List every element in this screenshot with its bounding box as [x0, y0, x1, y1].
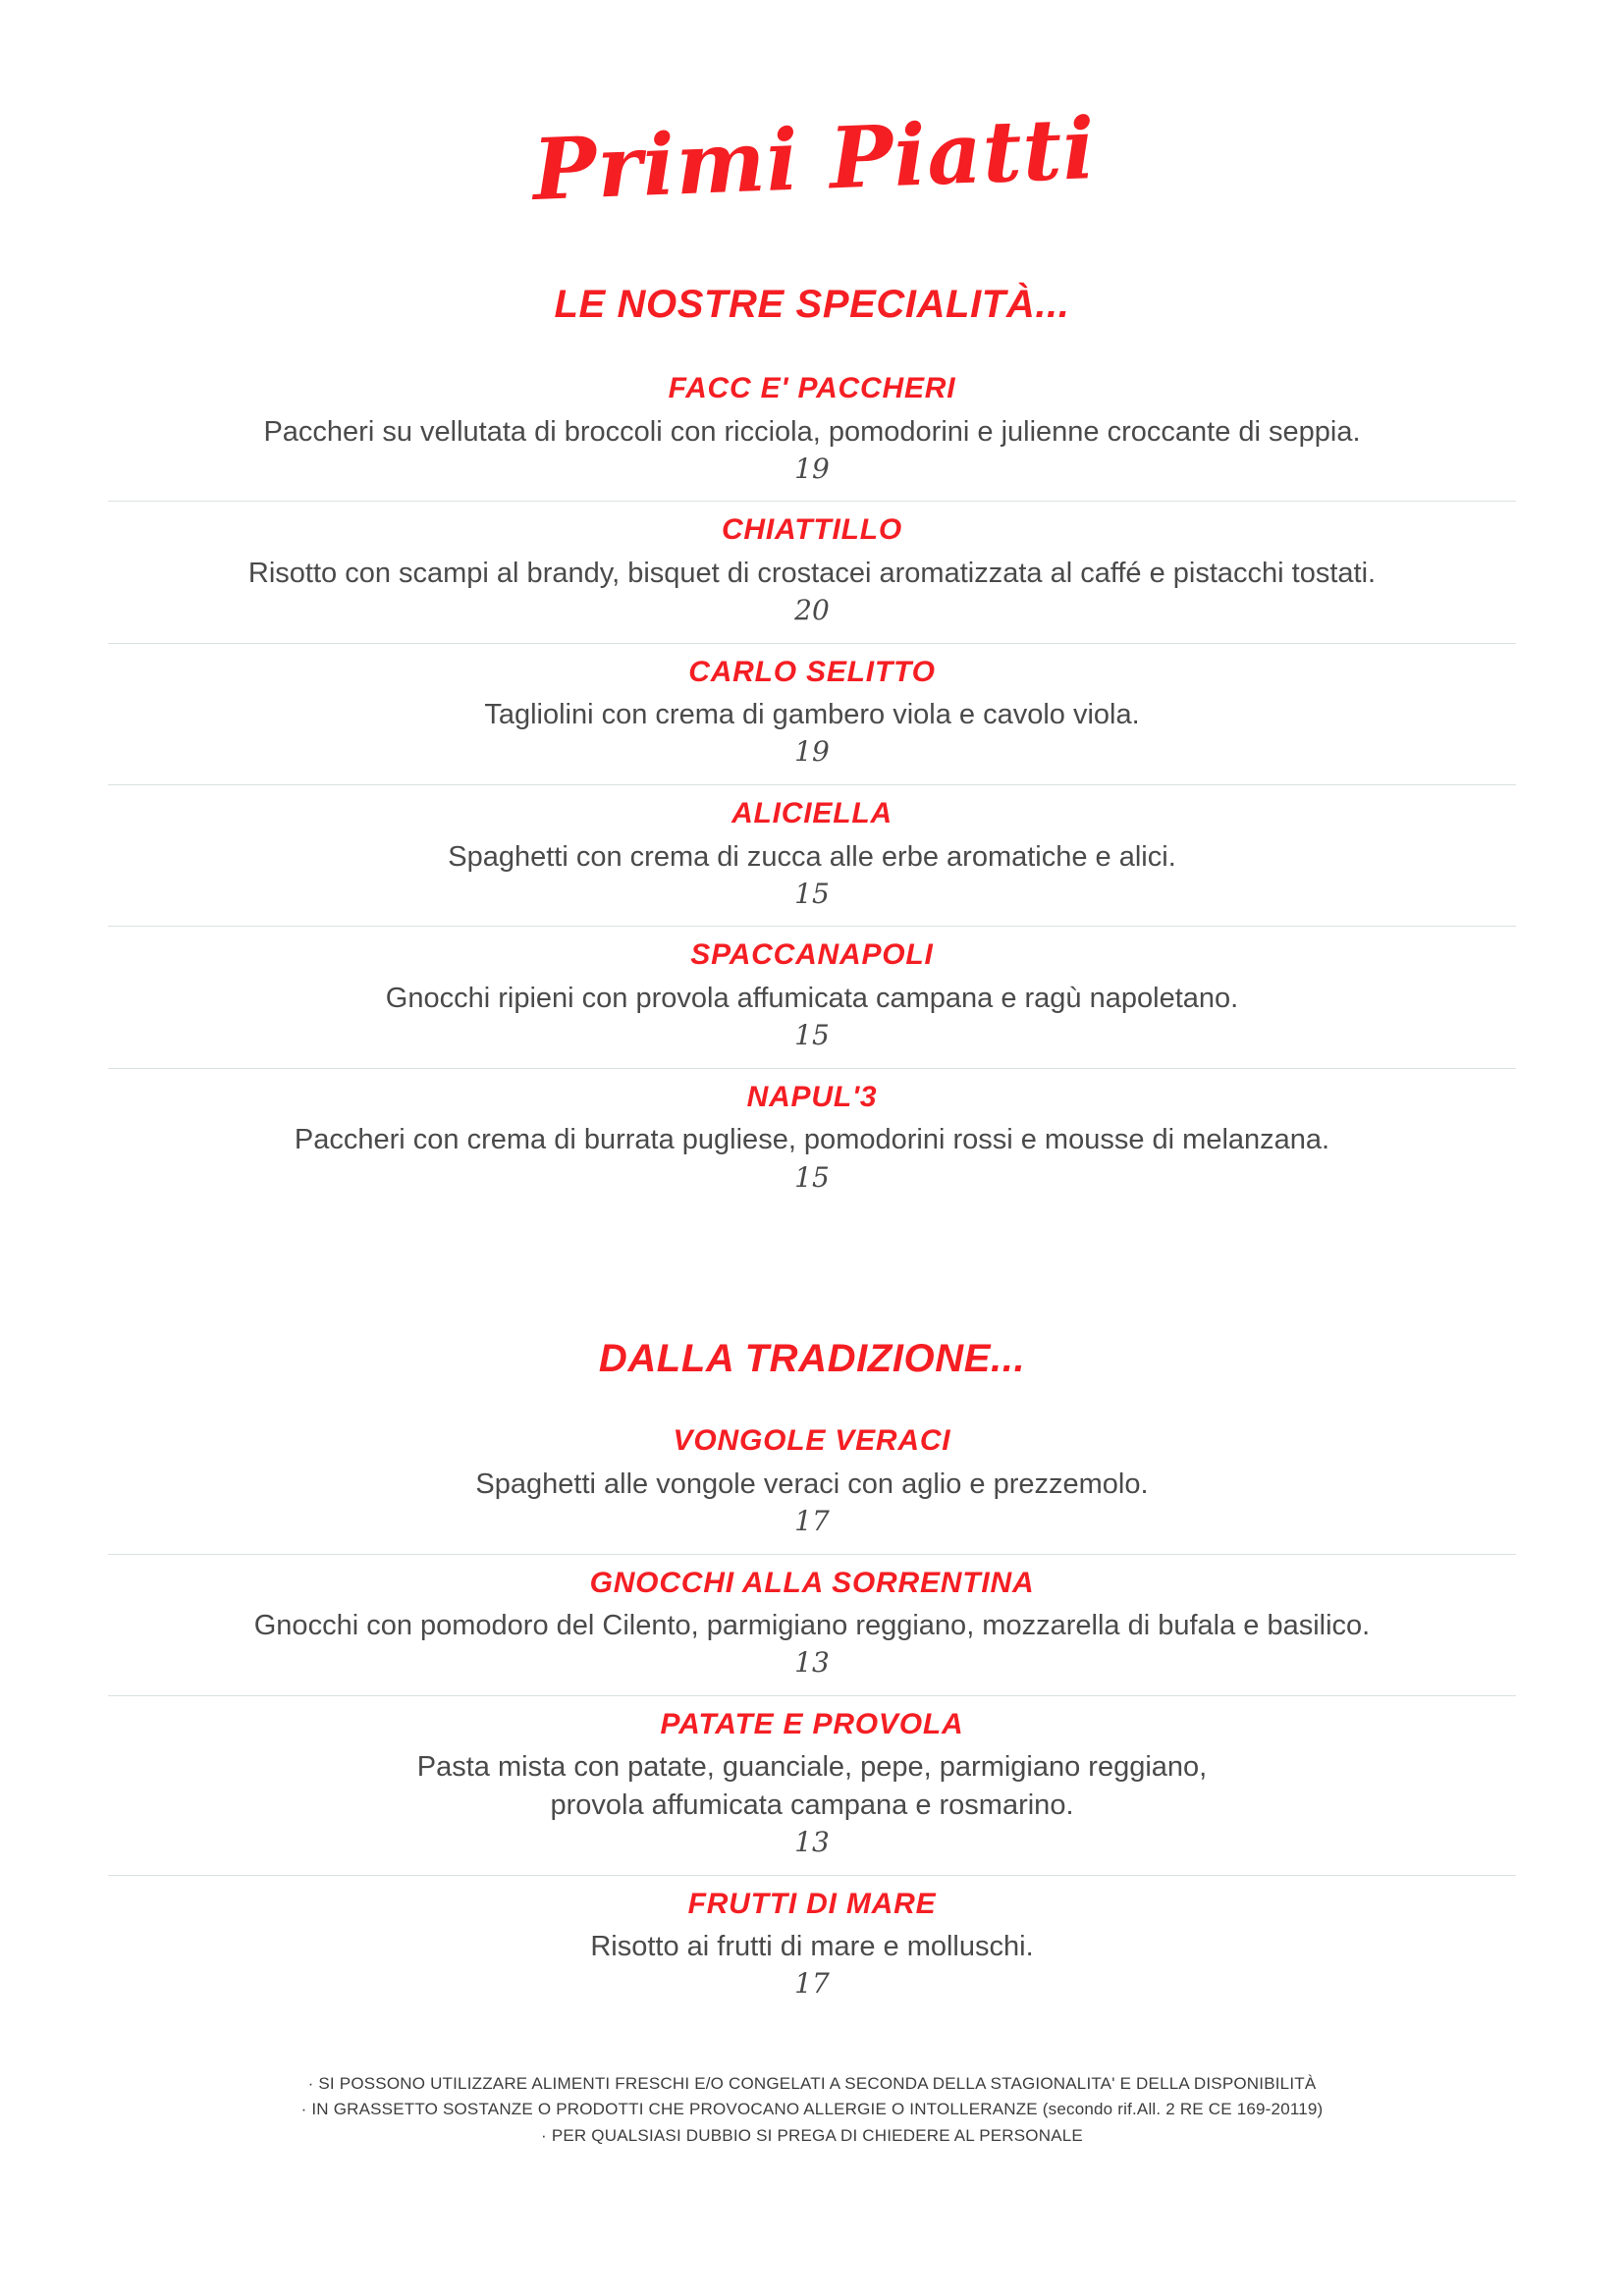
menu-item-description	[108, 555, 1516, 592]
menu-item	[108, 1876, 1516, 2016]
page-title: Primi Piatti	[530, 98, 1098, 220]
menu-item-name: CARLO SELITTO	[688, 655, 936, 688]
menu-item-price: 19	[794, 452, 830, 485]
menu-item-name: FACC E' PACCHERI	[668, 372, 956, 404]
menu-item-description-line: Risotto ai frutti di mare e molluschi.	[590, 1931, 1034, 1962]
menu-item-description	[108, 980, 1516, 1017]
menu-item	[108, 360, 1516, 502]
menu-item-description-line: Gnocchi con pomodoro del Cilento, parmigiano reggiano, mozzarella di bufala e basilico.	[253, 1610, 1371, 1642]
menu-item-price: 13	[794, 1646, 830, 1680]
menu-item-description-line: Tagliolini con crema di gambero viola e cavolo viola.	[484, 699, 1140, 731]
menu-item-price: 15	[794, 1160, 830, 1194]
footer-note-line: · IN GRASSETTO SOSTANZE O PRODOTTI CHE PROVOCANO ALLERGIE O INTOLLERANZE (secondo rif.All. 2 RE CE 169-20119)	[300, 2100, 1324, 2119]
menu-item-price: 13	[794, 1825, 830, 1858]
menu-item	[108, 502, 1516, 643]
menu-item-name: PATATE E PROVOLA	[660, 1707, 964, 1740]
menu-item	[108, 927, 1516, 1068]
menu-item	[108, 644, 1516, 785]
menu-item-description-line: Risotto con scampi al brandy, bisquet di crostacei aromatizzata al caffé e pistacchi tostati.	[247, 557, 1377, 589]
menu-item-name: ALICIELLA	[731, 797, 893, 830]
menu-item-name: NAPUL'3	[746, 1080, 878, 1113]
menu-item	[108, 785, 1516, 927]
menu-list-specialita	[108, 360, 1516, 1209]
menu-item-description	[108, 1748, 1516, 1824]
menu-item-description-line: Gnocchi ripieni con provola affumicata campana e ragù napoletano.	[385, 982, 1239, 1014]
menu-item-description-line: Spaghetti con crema di zucca alle erbe aromatiche e alici.	[448, 840, 1176, 873]
footer-notes	[108, 2071, 1516, 2188]
menu-item-name: SPACCANAPOLI	[690, 938, 934, 972]
section-heading-specialita: LE NOSTRE SPECIALITÀ...	[554, 283, 1070, 326]
menu-item-description-line: Paccheri con crema di burrata pugliese, pomodorini rossi e mousse di melanzana.	[294, 1124, 1330, 1156]
footer-note-line: · SI POSSONO UTILIZZARE ALIMENTI FRESCHI E/O CONGELATI A SECONDA DELLA STAGIONALITA' E DELLA DISPONIBILITÀ	[307, 2073, 1317, 2093]
menu-item	[108, 1696, 1516, 1876]
menu-item	[108, 1555, 1516, 1696]
menu-item-description	[108, 1928, 1516, 1965]
menu-item-price: 15	[794, 877, 830, 910]
menu-item-description	[108, 696, 1516, 733]
menu-item-description-line: Spaghetti alle vongole veraci con aglio e prezzemolo.	[475, 1468, 1149, 1500]
menu-list-tradizione	[108, 1413, 1516, 2016]
menu-item-description	[108, 838, 1516, 876]
menu-item-price: 20	[794, 594, 830, 627]
menu-item-price: 17	[794, 1967, 830, 2001]
menu-item-description	[108, 1607, 1516, 1644]
footer-note-line: · PER QUALSIASI DUBBIO SI PREGA DI CHIEDERE AL PERSONALE	[541, 2125, 1083, 2145]
menu-item-name: GNOCCHI ALLA SORRENTINA	[589, 1566, 1035, 1599]
menu-item-description	[108, 1466, 1516, 1503]
menu-item	[108, 1413, 1516, 1554]
menu-item-name: CHIATTILLO	[721, 513, 903, 547]
menu-item-name: VONGOLE VERACI	[673, 1424, 951, 1458]
menu-item-price: 19	[794, 735, 830, 769]
menu-item-description-line: Paccheri su vellutata di broccoli con ricciola, pomodorini e julienne croccante di seppia.	[263, 415, 1361, 448]
menu-item	[108, 1069, 1516, 1209]
section-heading-tradizione: DALLA TRADIZIONE...	[598, 1337, 1026, 1381]
menu-item-description	[108, 1121, 1516, 1158]
menu-item-price: 17	[794, 1504, 830, 1537]
menu-item-description	[108, 413, 1516, 451]
menu-item-description-line: provola affumicata campana e rosmarino.	[550, 1789, 1074, 1821]
menu-item-description-line: Pasta mista con patate, guanciale, pepe, parmigiano reggiano,	[416, 1751, 1208, 1784]
menu-item-name: FRUTTI DI MARE	[687, 1887, 937, 1920]
menu-item-price: 15	[794, 1019, 830, 1052]
